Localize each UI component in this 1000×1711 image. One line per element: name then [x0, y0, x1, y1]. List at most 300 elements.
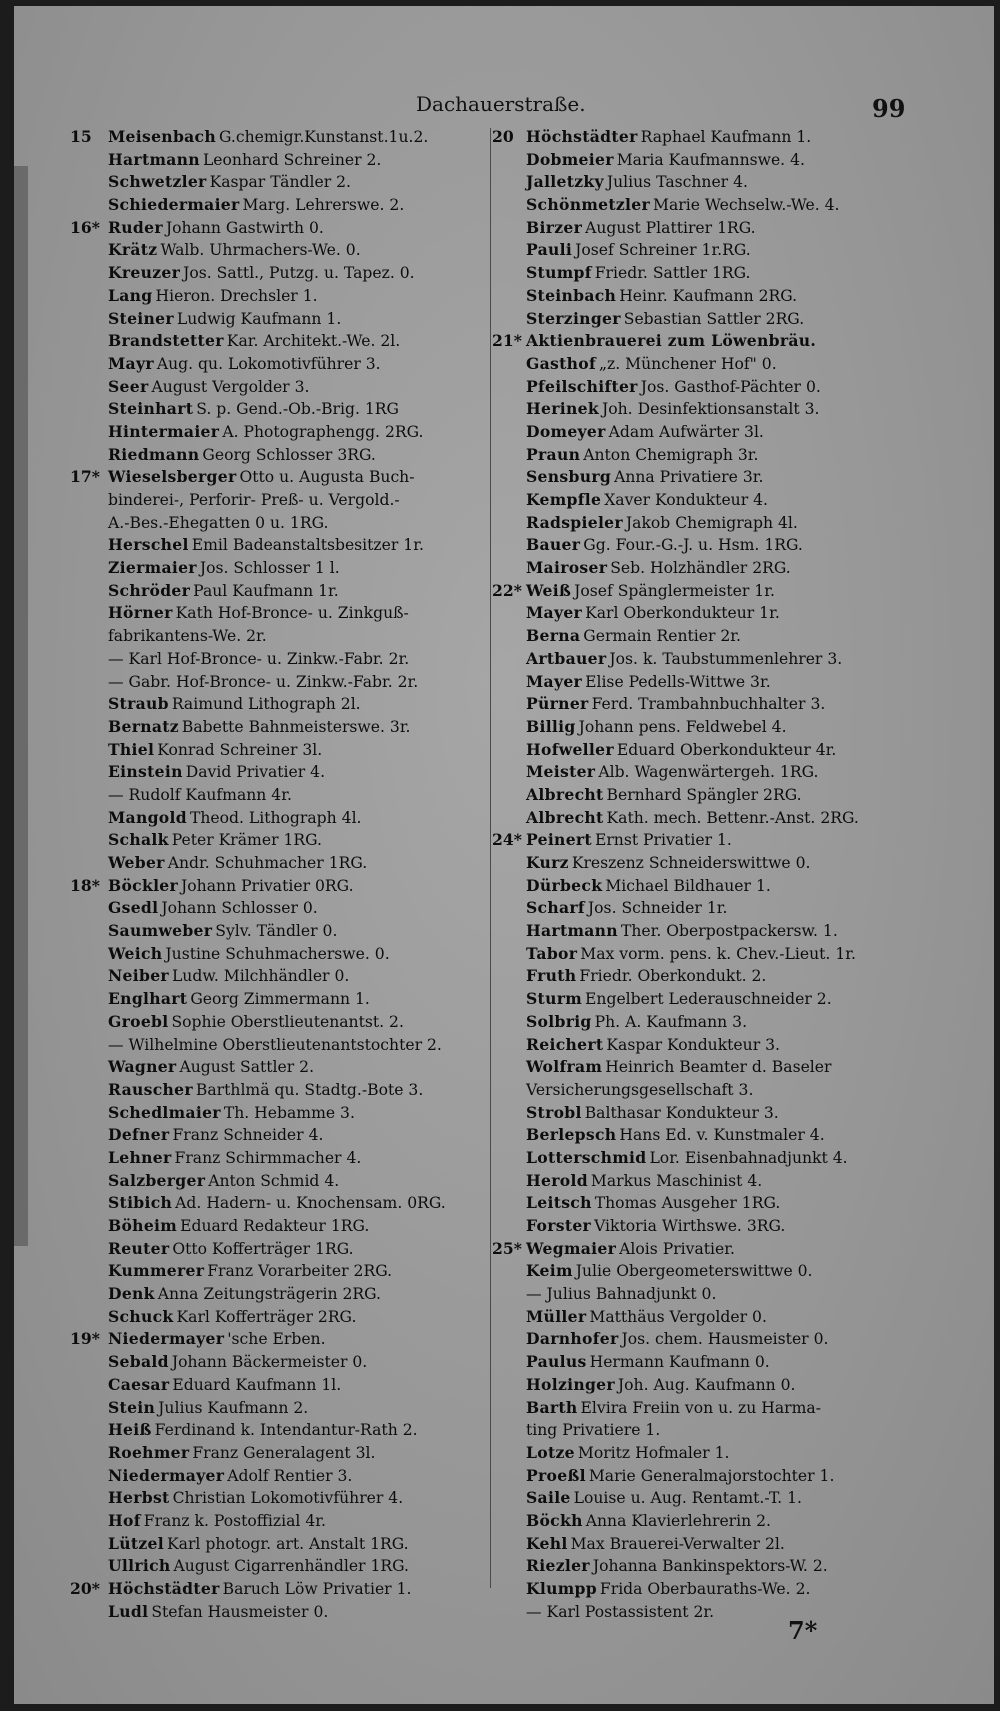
resident-name: Defner: [108, 1125, 170, 1145]
directory-entry: [492, 920, 912, 943]
directory-entry: [492, 1124, 912, 1147]
directory-entry: [492, 1442, 912, 1465]
resident-name: Hof: [108, 1510, 141, 1530]
entry-text: [526, 512, 798, 535]
entry-text: [108, 1510, 326, 1533]
resident-details: Karl Oberkondukteur 1r.: [585, 604, 780, 623]
resident-name: Forster: [526, 1216, 592, 1235]
entry-text: [526, 1442, 729, 1465]
directory-entry: [492, 1601, 912, 1624]
resident-details: Marie Wechselw.-We. 4.: [652, 196, 840, 215]
resident-details: Gg. Four.-G.-J. u. Hsm. 1RG.: [583, 536, 803, 555]
directory-entry: [70, 1283, 490, 1306]
entry-text: [108, 1102, 355, 1125]
resident-name: Lang: [108, 285, 153, 305]
house-number: 20: [492, 127, 514, 146]
directory-entry: [492, 761, 912, 784]
resident-details: Michael Bildhauer 1.: [605, 876, 771, 895]
directory-entry: [492, 1578, 912, 1601]
directory-entry: [70, 285, 490, 308]
directory-entry: [70, 398, 490, 421]
directory-entry: [70, 988, 490, 1011]
resident-details: Baruch Löw Privatier 1.: [222, 1580, 412, 1598]
directory-entry: [70, 625, 490, 648]
directory-entry: [70, 376, 490, 399]
entry-text: [526, 1011, 747, 1034]
entry-text: [526, 126, 811, 149]
resident-details: 'sche Erben.: [227, 1330, 326, 1349]
resident-details: Kath. mech. Bettenr.-Anst. 2RG.: [606, 808, 859, 827]
adjacent-page-edge: [14, 166, 28, 1246]
resident-name: Höchstädter: [526, 127, 638, 146]
resident-details: A.-Bes.-Ehegatten 0 u. 1RG.: [108, 513, 329, 532]
resident-details: Eduard Kaufmann 1l.: [172, 1375, 342, 1394]
resident-name: Weber: [108, 853, 165, 872]
resident-name: Einstein: [108, 762, 183, 782]
resident-details: Ferdinand k. Intendantur-Rath 2.: [154, 1421, 418, 1440]
entry-text: [108, 943, 390, 966]
directory-entry: [492, 466, 912, 489]
directory-entry: [70, 353, 490, 376]
resident-details: Marg. Lehrerswe. 2.: [242, 196, 405, 215]
resident-name: Caesar: [108, 1374, 170, 1394]
entry-text: [526, 1056, 831, 1079]
resident-details: Kaspar Kondukteur 3.: [606, 1035, 780, 1054]
resident-name: Wieselsberger: [108, 467, 237, 487]
resident-name: Gsedl: [108, 898, 159, 918]
entry-text: [526, 829, 732, 852]
resident-details: Johann Schlosser 0.: [161, 899, 318, 918]
directory-entry: [492, 1260, 912, 1283]
entry-text: [108, 1124, 323, 1147]
resident-details: Barthlmä qu. Stadtg.-Bote 3.: [195, 1080, 424, 1099]
directory-entry: [70, 126, 490, 149]
entry-text: [526, 625, 741, 648]
entry-text: [526, 1306, 767, 1329]
resident-name: Mangold: [108, 807, 187, 827]
resident-name: Hintermaier: [108, 421, 220, 441]
directory-entry: [492, 308, 912, 331]
resident-details: Johann Privatier 0RG.: [181, 876, 354, 895]
resident-details: Anton Schmid 4.: [208, 1171, 340, 1190]
resident-name: Tabor: [526, 943, 578, 963]
resident-name: Böheim: [108, 1216, 178, 1235]
directory-entry: [70, 716, 490, 739]
entry-text: [108, 1306, 356, 1329]
directory-entry: [70, 1011, 490, 1034]
directory-entry: [492, 557, 912, 580]
resident-details: — Rudolf Kaufmann 4r.: [108, 785, 292, 804]
directory-entry: [70, 1147, 490, 1170]
entry-text: [526, 1102, 779, 1125]
resident-details: Georg Zimmermann 1.: [190, 990, 370, 1009]
resident-name: Pürner: [526, 694, 589, 714]
resident-name: Holzinger: [526, 1374, 615, 1394]
resident-name: Meister: [526, 762, 596, 782]
resident-name: Reuter: [108, 1238, 170, 1258]
directory-entry: [70, 1533, 490, 1556]
entry-text: [108, 217, 324, 240]
resident-name: Mayr: [108, 353, 154, 373]
entry-text: [108, 1465, 352, 1488]
directory-entry: [70, 1056, 490, 1079]
directory-entry: [492, 534, 912, 557]
resident-details: Babette Bahnmeisterswe. 3r.: [181, 717, 411, 736]
resident-name: Steinbach: [526, 285, 617, 305]
directory-entry: [70, 1351, 490, 1374]
entry-text: [526, 1260, 813, 1283]
directory-entry: [492, 421, 912, 444]
resident-name: Bernatz: [108, 716, 179, 736]
directory-entry: [70, 761, 490, 784]
resident-details: Sylv. Tändler 0.: [215, 922, 338, 941]
entry-text: [108, 875, 354, 898]
house-number: 16*: [70, 217, 100, 237]
resident-name: Müller: [526, 1306, 587, 1326]
resident-details: Franz Schneider 4.: [172, 1126, 324, 1145]
resident-details: Franz k. Postoffizial 4r.: [143, 1511, 326, 1530]
entry-text: [526, 602, 780, 625]
resident-details: Adolf Rentier 3.: [227, 1466, 353, 1485]
entry-text: [108, 671, 418, 694]
entry-text: [108, 308, 341, 331]
house-number: 20*: [70, 1579, 100, 1598]
page-number: 99: [872, 94, 906, 123]
resident-name: Straub: [108, 694, 169, 714]
resident-name: Albrecht: [526, 807, 604, 827]
entry-text: [108, 466, 415, 489]
directory-entry: [70, 965, 490, 988]
resident-details: Jos. Gasthof-Pächter 0.: [640, 377, 821, 396]
entry-text: [108, 1374, 341, 1397]
directory-entry: [70, 943, 490, 966]
resident-name: Hartmann: [108, 149, 200, 169]
resident-name: Schuck: [108, 1306, 174, 1326]
resident-details: Alois Privatier.: [619, 1239, 735, 1258]
directory-entry: [70, 1374, 490, 1397]
resident-details: Ther. Oberpostpackersw. 1.: [620, 922, 838, 941]
resident-details: Elise Pedells-Wittwe 3r.: [585, 672, 771, 691]
directory-entry: [70, 1306, 490, 1329]
entry-text: [108, 852, 367, 875]
resident-name: Steinhart: [108, 399, 194, 419]
entry-text: [108, 285, 318, 308]
directory-entry: [70, 534, 490, 557]
directory-entry: [70, 580, 490, 603]
resident-details: Georg Schlosser 3RG.: [202, 445, 376, 464]
directory-entry: [492, 1011, 912, 1034]
entry-text: [108, 1419, 418, 1442]
entry-text: [108, 1487, 403, 1510]
resident-name: Riezler: [526, 1556, 590, 1576]
entry-text: [526, 807, 859, 830]
entry-text: [108, 1397, 308, 1420]
resident-details: Marie Generalmajorstochter 1.: [588, 1466, 835, 1485]
directory-entry: [70, 671, 490, 694]
entry-text: [108, 330, 400, 353]
directory-entry: [492, 1533, 912, 1556]
entry-text: [108, 444, 376, 467]
entry-text: [526, 943, 856, 966]
resident-details: Julius Taschner 4.: [606, 173, 748, 192]
entry-text: [526, 330, 819, 353]
resident-details: Jos. Schneider 1r.: [587, 899, 728, 918]
resident-name: Mayer: [526, 671, 583, 691]
directory-entry: [492, 1034, 912, 1057]
resident-details: Joh. Desinfektionsanstalt 3.: [601, 400, 820, 419]
resident-details: Engelbert Lederauschneider 2.: [585, 990, 832, 1009]
resident-name: Seer: [108, 376, 149, 396]
resident-name: Böckler: [108, 875, 179, 895]
resident-name: Klumpp: [526, 1579, 597, 1598]
resident-name: Schröder: [108, 580, 191, 600]
resident-details: Kar. Architekt.-We. 2l.: [226, 332, 401, 351]
resident-details: Moritz Hofmaler 1.: [577, 1443, 730, 1462]
resident-name: Weich: [108, 943, 163, 963]
directory-entry: [492, 852, 912, 875]
entry-text: [526, 1419, 660, 1442]
entry-text: [108, 126, 428, 149]
resident-details: Max Brauerei-Verwalter 2l.: [570, 1534, 785, 1553]
resident-details: Jakob Chemigraph 4l.: [625, 513, 798, 532]
directory-entry: [70, 897, 490, 920]
entry-text: [108, 1555, 409, 1578]
entry-text: [108, 965, 349, 988]
resident-name: Hofweller: [526, 739, 614, 759]
entry-text: [108, 353, 381, 376]
directory-entry: [70, 807, 490, 830]
entry-text: [526, 1124, 825, 1147]
directory-entry: [70, 466, 490, 489]
directory-entry: [70, 602, 490, 625]
resident-name: Strobl: [526, 1102, 582, 1122]
directory-entry: [492, 1147, 912, 1170]
resident-name: Lotze: [526, 1442, 575, 1462]
directory-entry: [492, 1056, 912, 1079]
resident-name: Brandstetter: [108, 331, 224, 351]
directory-entry: [492, 171, 912, 194]
resident-details: Adam Aufwärter 3l.: [608, 422, 764, 441]
entry-text: [108, 920, 337, 943]
resident-details: Ph. A. Kaufmann 3.: [594, 1012, 748, 1031]
entry-text: [108, 149, 381, 172]
resident-details: Karl photogr. art. Anstalt 1RG.: [167, 1534, 409, 1553]
resident-details: Emil Badeanstaltsbesitzer 1r.: [191, 536, 424, 555]
resident-details: August Sattler 2.: [179, 1058, 315, 1077]
directory-entry: [492, 353, 912, 376]
resident-name: Stibich: [108, 1193, 173, 1213]
entry-text: [526, 239, 751, 262]
directory-entry: [492, 1487, 912, 1510]
directory-entry: [492, 648, 912, 671]
resident-name: Jalletzky: [526, 172, 604, 192]
directory-entry: [492, 1374, 912, 1397]
resident-details: — Karl Hof-Bronce- u. Zinkw.-Fabr. 2r.: [108, 649, 410, 668]
signature-mark: 7*: [788, 1616, 818, 1645]
entry-text: [526, 171, 748, 194]
entry-text: [526, 217, 756, 240]
resident-details: Balthasar Kondukteur 3.: [584, 1103, 779, 1122]
directory-entry: [70, 829, 490, 852]
resident-name: Salzberger: [108, 1170, 206, 1190]
resident-name: Herschel: [108, 535, 189, 555]
resident-name: Schiedermaier: [108, 195, 240, 215]
resident-details: Eduard Oberkondukteur 4r.: [616, 740, 837, 759]
resident-details: Ernst Privatier 1.: [594, 831, 732, 850]
entry-text: [108, 1533, 409, 1556]
entry-text: [526, 285, 797, 308]
directory-entry: [492, 829, 912, 852]
resident-details: Maria Kaufmannswe. 4.: [616, 150, 805, 169]
directory-entry: [70, 784, 490, 807]
resident-details: Frida Oberbauraths-We. 2.: [599, 1580, 811, 1598]
directory-entry: [70, 852, 490, 875]
resident-name: Sebald: [108, 1352, 169, 1372]
resident-details: Alb. Wagenwärtergeh. 1RG.: [598, 763, 819, 782]
directory-entry: [70, 557, 490, 580]
entry-text: [526, 739, 836, 762]
directory-entry: [70, 1487, 490, 1510]
entry-text: [526, 580, 775, 603]
directory-entry: [492, 1192, 912, 1215]
entry-text: [108, 625, 267, 648]
directory-entry: [70, 1328, 490, 1351]
resident-details: Friedr. Oberkondukt. 2.: [579, 967, 767, 986]
entry-text: [526, 1034, 780, 1057]
entry-text: [526, 784, 802, 807]
resident-details: Julius Kaufmann 2.: [158, 1398, 309, 1417]
entry-text: [526, 1578, 810, 1601]
directory-entry: [70, 1510, 490, 1533]
directory-entry: [492, 1170, 912, 1193]
entry-text: [108, 1011, 404, 1034]
resident-name: Pauli: [526, 240, 573, 260]
resident-name: Aktienbrauerei zum Löwenbräu.: [526, 331, 817, 351]
resident-name: Hörner: [108, 603, 173, 623]
resident-details: Thomas Ausgeher 1RG.: [594, 1194, 781, 1213]
entry-text: [526, 1283, 716, 1306]
resident-name: Wegmaier: [526, 1238, 617, 1258]
resident-name: Mayer: [526, 603, 583, 623]
resident-details: Hieron. Drechsler 1.: [155, 286, 318, 305]
resident-details: Heinrich Beamter d. Baseler: [605, 1058, 832, 1077]
entry-text: [526, 466, 763, 489]
entry-text: [108, 1442, 375, 1465]
resident-name: Hartmann: [526, 921, 618, 941]
resident-name: Albrecht: [526, 784, 604, 804]
directory-entry: [70, 1170, 490, 1193]
directory-entry: [492, 943, 912, 966]
entry-text: [526, 149, 805, 172]
entry-text: [108, 534, 424, 557]
entry-text: [108, 580, 339, 603]
directory-entry: [492, 1283, 912, 1306]
resident-name: Niedermayer: [108, 1329, 225, 1349]
resident-details: Jos. k. Taubstummenlehrer 3.: [609, 649, 843, 668]
entry-text: [526, 1487, 802, 1510]
resident-details: Hermann Kaufmann 0.: [589, 1353, 770, 1372]
directory-entry: [70, 1419, 490, 1442]
resident-details: Jos. chem. Hausmeister 0.: [621, 1330, 829, 1349]
resident-name: Barth: [526, 1397, 578, 1417]
entry-text: [108, 1147, 361, 1170]
resident-details: Otto u. Augusta Buch-: [239, 468, 415, 487]
entry-text: [108, 1056, 314, 1079]
resident-name: Weiß: [526, 580, 572, 600]
directory-entry: [492, 1215, 912, 1238]
directory-entry: [70, 1442, 490, 1465]
resident-name: Heiß: [108, 1420, 152, 1440]
entry-text: [108, 784, 292, 807]
entry-text: [526, 761, 818, 784]
entry-text: [108, 398, 399, 421]
resident-details: Christian Lokomotivführer 4.: [172, 1489, 404, 1508]
resident-name: Schwetzler: [108, 172, 207, 192]
directory-entry: [492, 1079, 912, 1102]
resident-name: Mairoser: [526, 558, 608, 578]
directory-entry: [492, 625, 912, 648]
resident-details: Matthäus Vergolder 0.: [589, 1307, 767, 1326]
directory-entry: [70, 1555, 490, 1578]
entry-text: [108, 1328, 326, 1351]
entry-text: [526, 376, 821, 399]
resident-details: Ferd. Trambahnbuchhalter 3.: [591, 695, 826, 714]
resident-name: Schedlmaier: [108, 1102, 221, 1122]
directory-entry: [492, 239, 912, 262]
directory-entry: [492, 602, 912, 625]
directory-entry: [70, 1397, 490, 1420]
entry-text: [526, 489, 768, 512]
resident-details: August Cigarrenhändler 1RG.: [173, 1557, 409, 1576]
entry-text: [108, 512, 328, 535]
resident-name: Saile: [526, 1488, 571, 1508]
resident-name: Rauscher: [108, 1079, 193, 1099]
entry-text: [526, 716, 787, 739]
directory-entry: [70, 875, 490, 898]
resident-name: Ziermaier: [108, 558, 197, 578]
resident-name: Ludl: [108, 1601, 149, 1621]
entry-text: [108, 1601, 328, 1624]
entry-text: [526, 671, 771, 694]
entry-text: [108, 1170, 339, 1193]
house-number: 24*: [492, 830, 522, 850]
resident-details: Franz Generalagent 3l.: [192, 1443, 376, 1462]
directory-entry: [70, 194, 490, 217]
entry-text: [108, 421, 424, 444]
resident-name: Kreuzer: [108, 263, 181, 283]
resident-name: Sturm: [526, 989, 583, 1009]
directory-page: [14, 6, 994, 1704]
directory-entry: [492, 262, 912, 285]
resident-details: Viktoria Wirthswe. 3RG.: [594, 1217, 786, 1235]
resident-name: Krätz: [108, 240, 158, 260]
entry-text: [526, 1397, 821, 1420]
resident-name: Wagner: [108, 1057, 177, 1077]
entry-text: [526, 1215, 785, 1238]
entry-text: [108, 557, 340, 580]
resident-name: Artbauer: [526, 648, 607, 668]
resident-name: Denk: [108, 1284, 155, 1304]
resident-details: Johann Gastwirth 0.: [165, 218, 324, 237]
resident-details: Jos. Schlosser 1 l.: [199, 559, 340, 578]
resident-name: Kehl: [526, 1533, 568, 1553]
resident-details: Heinr. Kaufmann 2RG.: [619, 286, 798, 305]
directory-entry: [492, 1419, 912, 1442]
right-column: [492, 126, 912, 1623]
resident-details: Leonhard Schreiner 2.: [202, 150, 382, 169]
entry-text: [526, 1147, 848, 1170]
resident-name: Kempfle: [526, 490, 602, 509]
